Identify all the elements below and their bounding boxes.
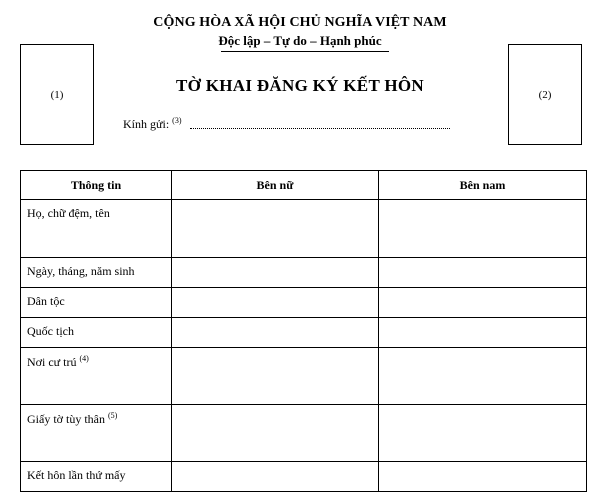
- row-label: [21, 318, 172, 348]
- info-table: [20, 170, 587, 492]
- national-title: CỘNG HÒA XÃ HỘI CHỦ NGHĨA VIỆT NAM: [153, 15, 447, 30]
- row-label-text: Nơi cư trú: [27, 355, 77, 369]
- groom-cell[interactable]: [379, 318, 587, 348]
- motto: Độc lập – Tự do – Hạnh phúc: [218, 33, 382, 48]
- row-label-text: Ngày, tháng, năm sinh: [27, 264, 135, 278]
- groom-cell[interactable]: [379, 258, 587, 288]
- table-row: [21, 348, 587, 405]
- table-row: [21, 258, 587, 288]
- table-row: [21, 318, 587, 348]
- row-label: [21, 462, 172, 492]
- table-row: [21, 405, 587, 462]
- recipient-label: Kính gửi:: [123, 117, 170, 131]
- row-note: (4): [79, 354, 89, 363]
- row-label: [21, 200, 172, 258]
- row-label-text: Họ, chữ đệm, tên: [27, 206, 110, 220]
- row-label-text: Giấy tờ tùy thân: [27, 412, 105, 426]
- groom-cell[interactable]: [379, 462, 587, 492]
- bride-cell[interactable]: [172, 200, 379, 258]
- recipient-line: [123, 116, 182, 132]
- row-label: [21, 288, 172, 318]
- table-row: [21, 200, 587, 258]
- photo-box-right-label: (2): [538, 88, 552, 101]
- row-note: (5): [108, 411, 118, 420]
- bride-cell[interactable]: [172, 258, 379, 288]
- row-label: [21, 348, 172, 405]
- bride-cell[interactable]: [172, 405, 379, 462]
- header-bride: Bên nữ: [172, 171, 379, 200]
- table-row: [21, 462, 587, 492]
- groom-cell[interactable]: [379, 348, 587, 405]
- bride-cell[interactable]: [172, 462, 379, 492]
- row-label: [21, 405, 172, 462]
- row-label-text: Dân tộc: [27, 294, 65, 308]
- row-label-text: Quốc tịch: [27, 324, 74, 338]
- recipient-dotted-line[interactable]: [190, 128, 450, 129]
- table-row: [21, 288, 587, 318]
- table-header-row: [21, 171, 587, 200]
- header-groom: Bên nam: [379, 171, 587, 200]
- bride-cell[interactable]: [172, 348, 379, 405]
- recipient-note: (3): [172, 116, 182, 125]
- groom-cell[interactable]: [379, 405, 587, 462]
- photo-box-left-label: (1): [50, 88, 64, 101]
- groom-cell[interactable]: [379, 200, 587, 258]
- header-info: Thông tin: [21, 171, 172, 200]
- groom-cell[interactable]: [379, 288, 587, 318]
- bride-cell[interactable]: [172, 318, 379, 348]
- row-label: [21, 258, 172, 288]
- form-title: TỜ KHAI ĐĂNG KÝ KẾT HÔN: [176, 76, 424, 95]
- row-label-text: Kết hôn lần thứ mấy: [27, 468, 126, 482]
- bride-cell[interactable]: [172, 288, 379, 318]
- motto-underline: [221, 51, 389, 52]
